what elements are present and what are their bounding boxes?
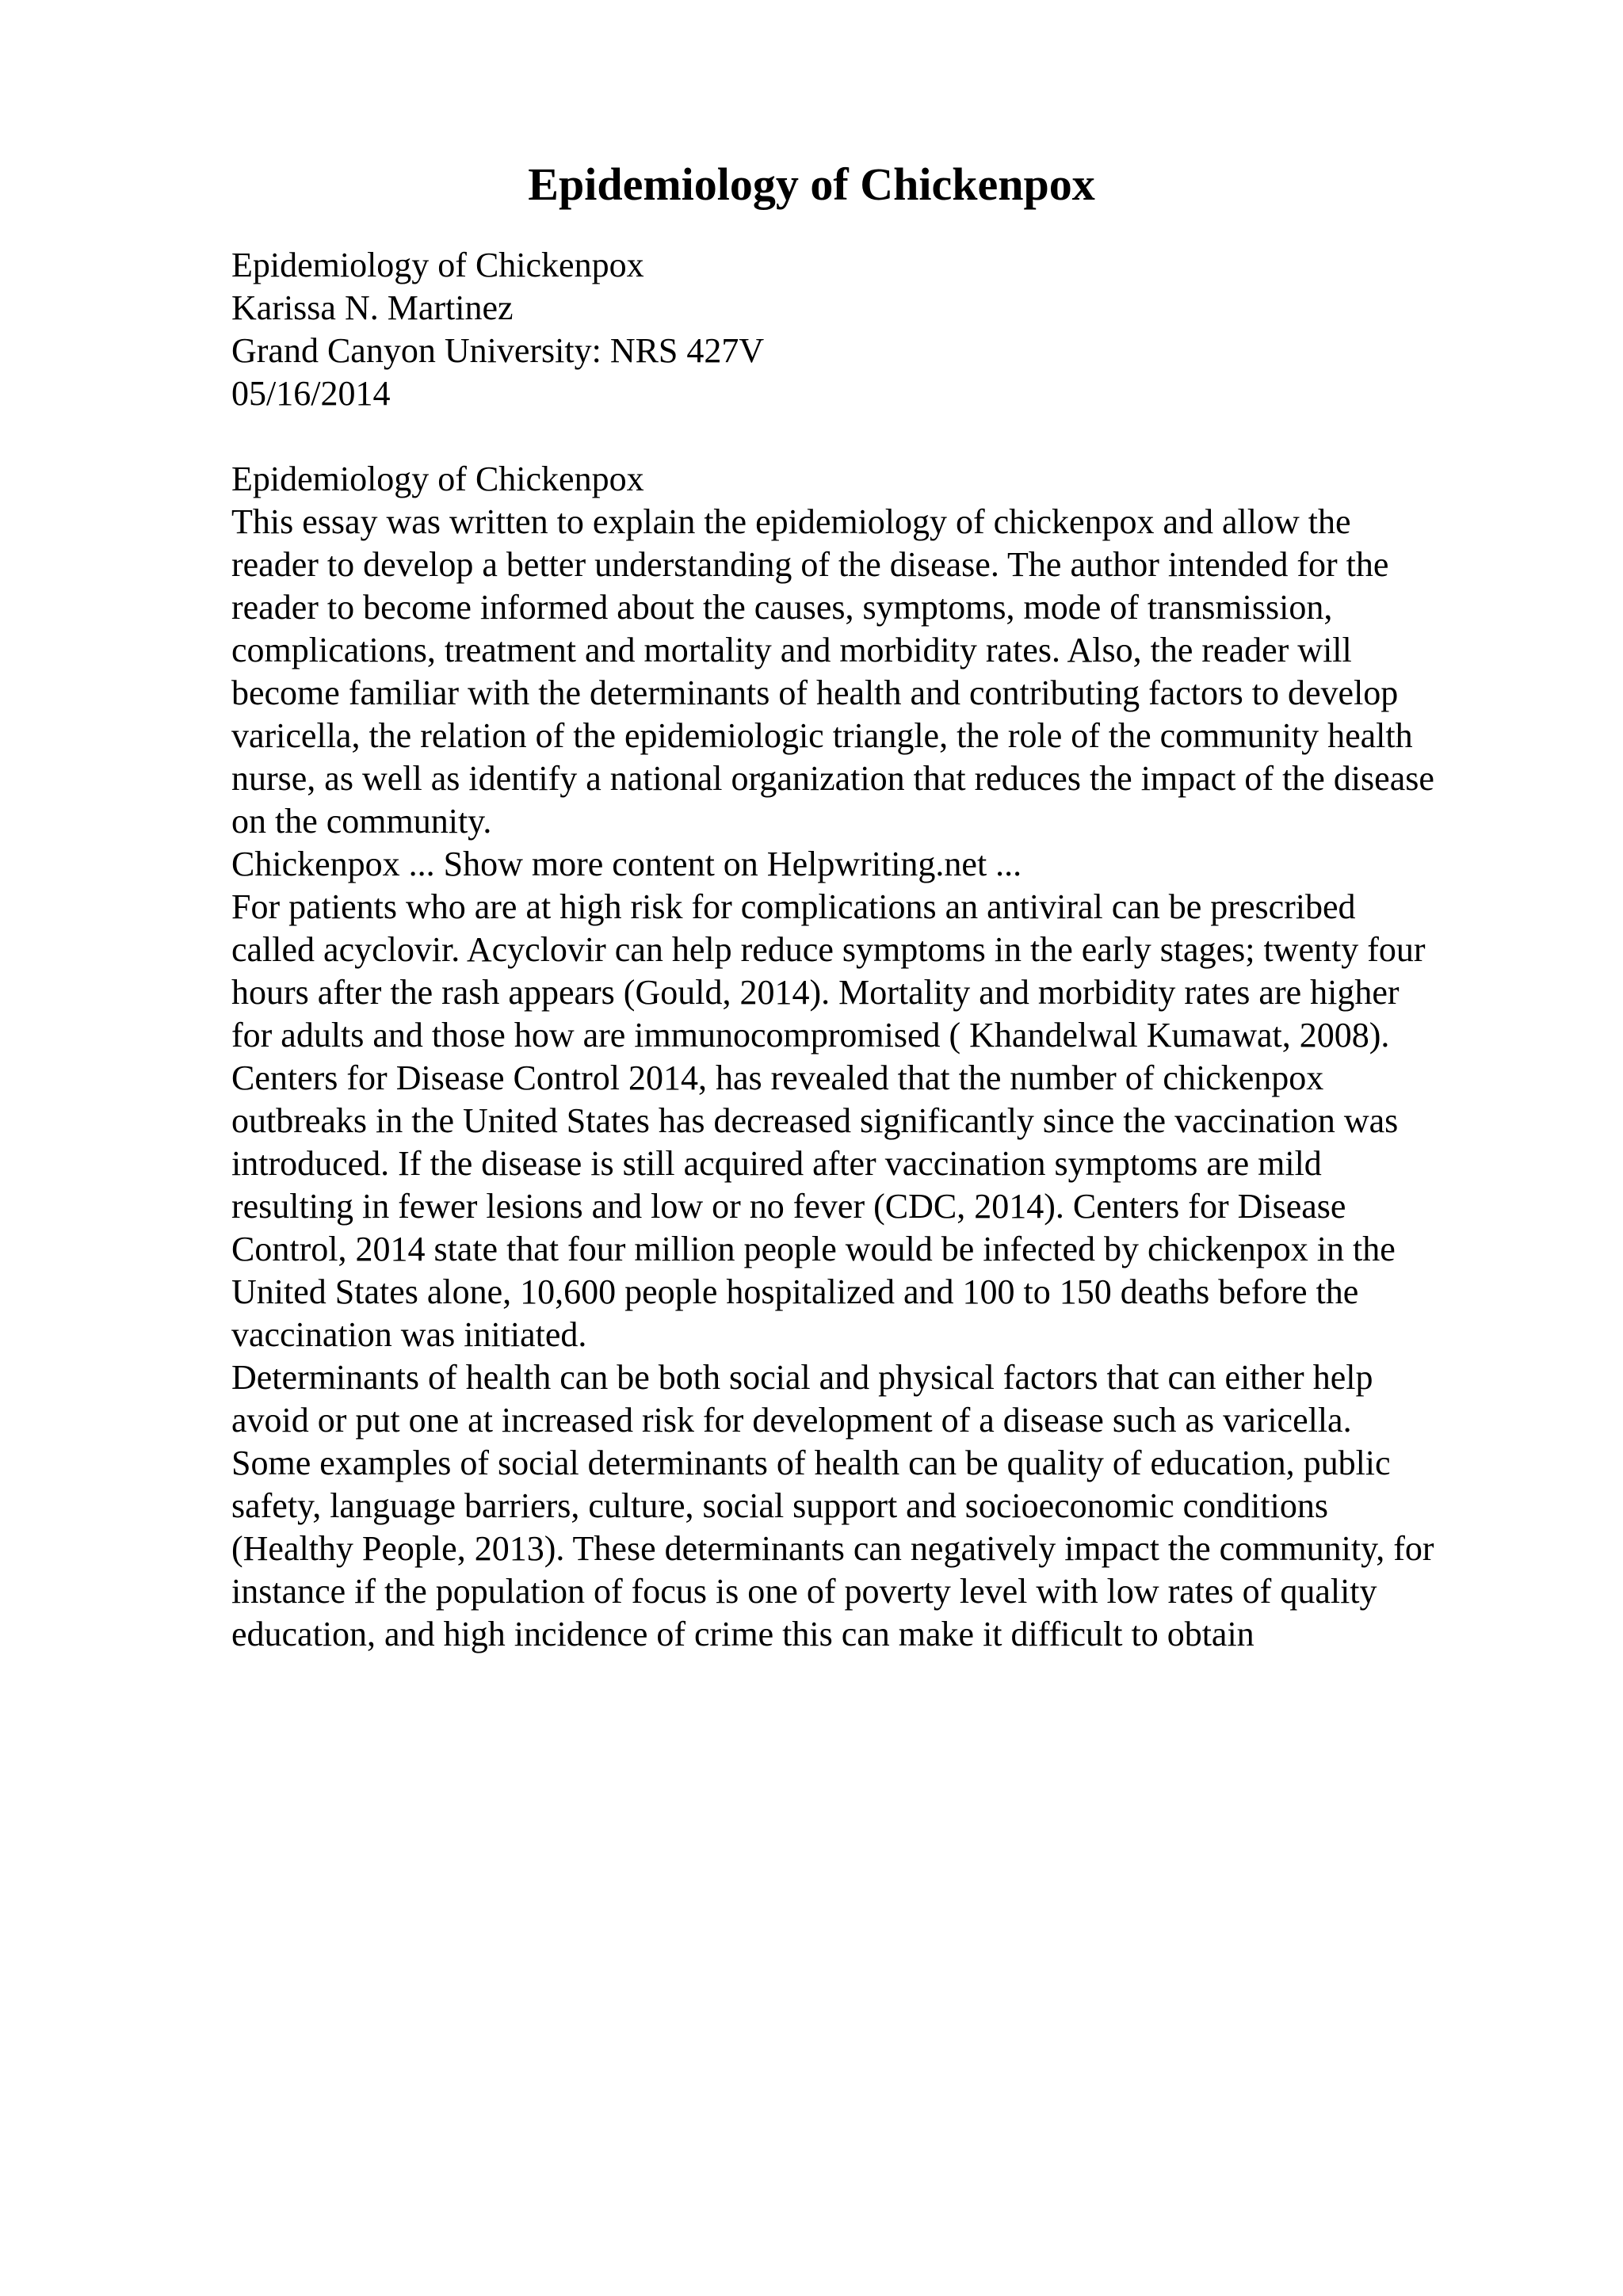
body-line: Epidemiology of Chickenpox — [231, 460, 644, 498]
body-line: Centers for Disease Control 2014, has revealed that the number of chickenpox — [231, 1058, 1324, 1097]
body-line: on the community. — [231, 802, 492, 841]
body-line: introduced. If the disease is still acquired after vaccination symptoms are mild — [231, 1144, 1322, 1183]
body-line: varicella, the relation of the epidemiologic triangle, the role of the community health — [231, 716, 1413, 755]
body-line: called acyclovir. Acyclovir can help reduce symptoms in the early stages; twenty four — [231, 930, 1426, 969]
paragraph-gap — [231, 415, 1523, 458]
body-line: United States alone, 10,600 people hospitalized and 100 to 150 deaths before the — [231, 1272, 1359, 1311]
institution-line: Grand Canyon University: NRS 427V — [231, 331, 765, 370]
body-line: avoid or put one at increased risk for development of a disease such as varicella. — [231, 1401, 1352, 1440]
body-line: become familiar with the determinants of health and contributing factors to develop — [231, 673, 1399, 712]
body-line: vaccination was initiated. — [231, 1315, 587, 1354]
body-line: Control, 2014 state that four million people would be infected by chickenpox in the — [231, 1230, 1396, 1268]
body-line: (Healthy People, 2013). These determinants can negatively impact the community, for — [231, 1529, 1434, 1568]
body-line: hours after the rash appears (Gould, 2014). Mortality and morbidity rates are higher — [231, 973, 1400, 1012]
show-more-line: Chickenpox ... Show more content on Helpwriting.net ... — [231, 845, 1022, 883]
date-line: 05/16/2014 — [231, 374, 391, 413]
body-line: Determinants of health can be both social and physical factors that can either help — [231, 1358, 1373, 1397]
body-line: for adults and those how are immunocompromised ( Khandelwal Kumawat, 2008). — [231, 1016, 1390, 1055]
body-line: outbreaks in the United States has decreased significantly since the vaccination was — [231, 1101, 1399, 1140]
body-line: instance if the population of focus is one of poverty level with low rates of quality — [231, 1572, 1377, 1611]
body-line: This essay was written to explain the epidemiology of chickenpox and allow the — [231, 502, 1351, 541]
body-line: reader to develop a better understanding of the disease. The author intended for the — [231, 545, 1389, 584]
body-line: reader to become informed about the causes, symptoms, mode of transmission, — [231, 588, 1333, 627]
body-line: nurse, as well as identify a national organization that reduces the impact of the disease — [231, 759, 1434, 798]
document-body — [231, 244, 1523, 1656]
body-line: resulting in fewer lesions and low or no fever (CDC, 2014). Centers for Disease — [231, 1187, 1346, 1226]
body-line: safety, language barriers, culture, social support and socioeconomic conditions — [231, 1486, 1328, 1525]
author-line: Karissa N. Martinez — [231, 288, 514, 327]
body-line: For patients who are at high risk for complications an antiviral can be prescribed — [231, 887, 1356, 926]
body-line: Some examples of social determinants of health can be quality of education, public — [231, 1444, 1391, 1482]
header-title-line: Epidemiology of Chickenpox — [231, 246, 644, 284]
body-line: complications, treatment and mortality and morbidity rates. Also, the reader will — [231, 631, 1352, 669]
document-title: Epidemiology of Chickenpox — [528, 158, 1095, 210]
body-line: education, and high incidence of crime this can make it difficult to obtain — [231, 1615, 1254, 1653]
